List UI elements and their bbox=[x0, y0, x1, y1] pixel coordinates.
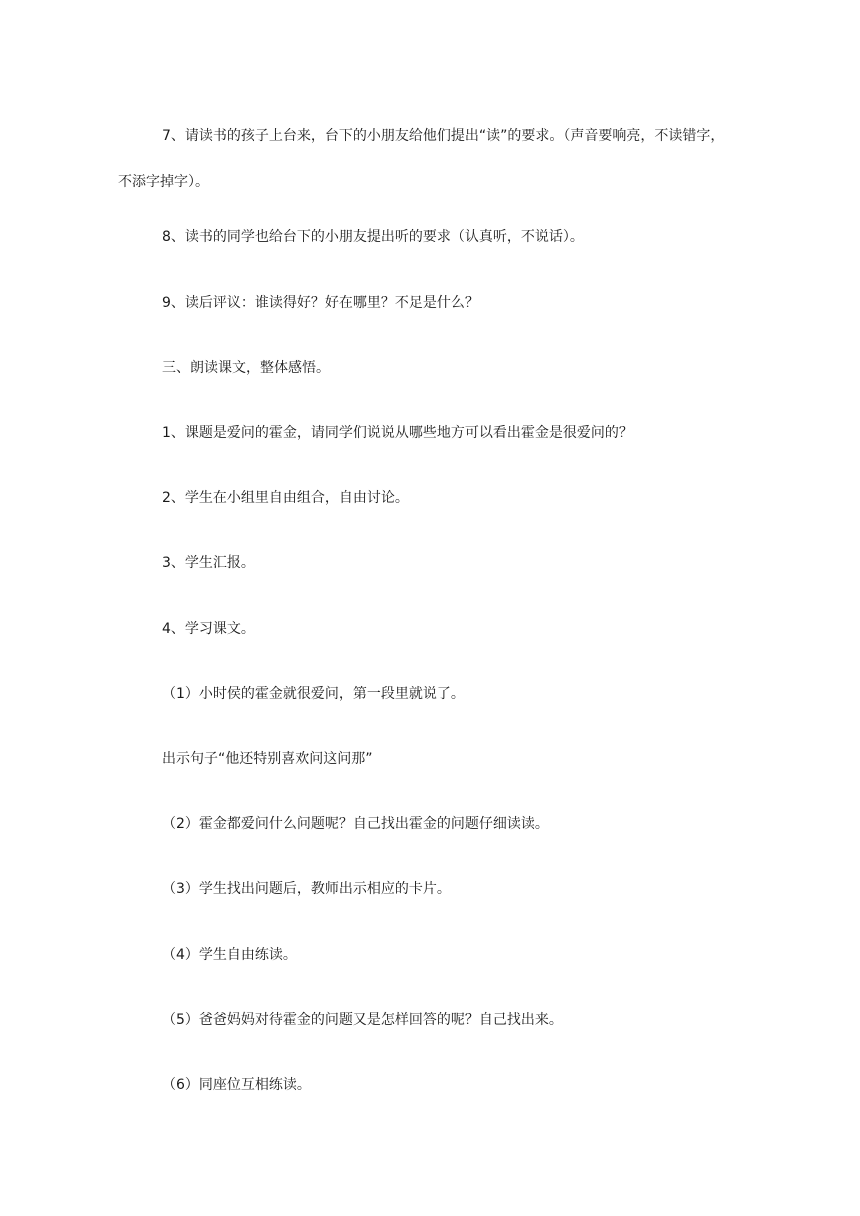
paragraph-4-6: （6）同座位互相练读。 bbox=[162, 1077, 311, 1093]
paragraph-4-1: （1）小时侯的霍金就很爱问，第一段里就说了。 bbox=[162, 686, 465, 702]
paragraph-4-4: （4）学生自由练读。 bbox=[162, 947, 297, 963]
paragraph-4-2: （2）霍金都爱问什么问题呢？自己找出霍金的问题仔细读读。 bbox=[162, 816, 549, 832]
paragraph-7: 7、请读书的孩子上台来，台下的小朋友给他们提出“读”的要求。（声音要响亮，不读错字，不添字掉字）。 bbox=[118, 128, 725, 190]
paragraph-4-3: （3）学生找出问题后，教师出示相应的卡片。 bbox=[162, 881, 451, 897]
paragraph-8: 8、读书的同学也给台下的小朋友提出听的要求（认真听，不说话）。 bbox=[162, 229, 584, 245]
paragraph-3: 3、学生汇报。 bbox=[162, 555, 255, 571]
paragraph-4: 4、学习课文。 bbox=[162, 621, 255, 637]
paragraph-4-5: （5）爸爸妈妈对待霍金的问题又是怎样回答的呢？自己找出来。 bbox=[162, 1012, 563, 1028]
paragraph-1: 1、课题是爱问的霍金，请同学们说说从哪些地方可以看出霍金是很爱问的？ bbox=[162, 425, 633, 441]
section-heading-3: 三、朗读课文，整体感悟。 bbox=[162, 360, 330, 376]
paragraph-2: 2、学生在小组里自由组合，自由讨论。 bbox=[162, 490, 409, 506]
paragraph-quote: 出示句子“他还特别喜欢问这问那” bbox=[162, 751, 373, 767]
paragraph-9: 9、读后评议：谁读得好？好在哪里？不足是什么？ bbox=[162, 295, 479, 311]
